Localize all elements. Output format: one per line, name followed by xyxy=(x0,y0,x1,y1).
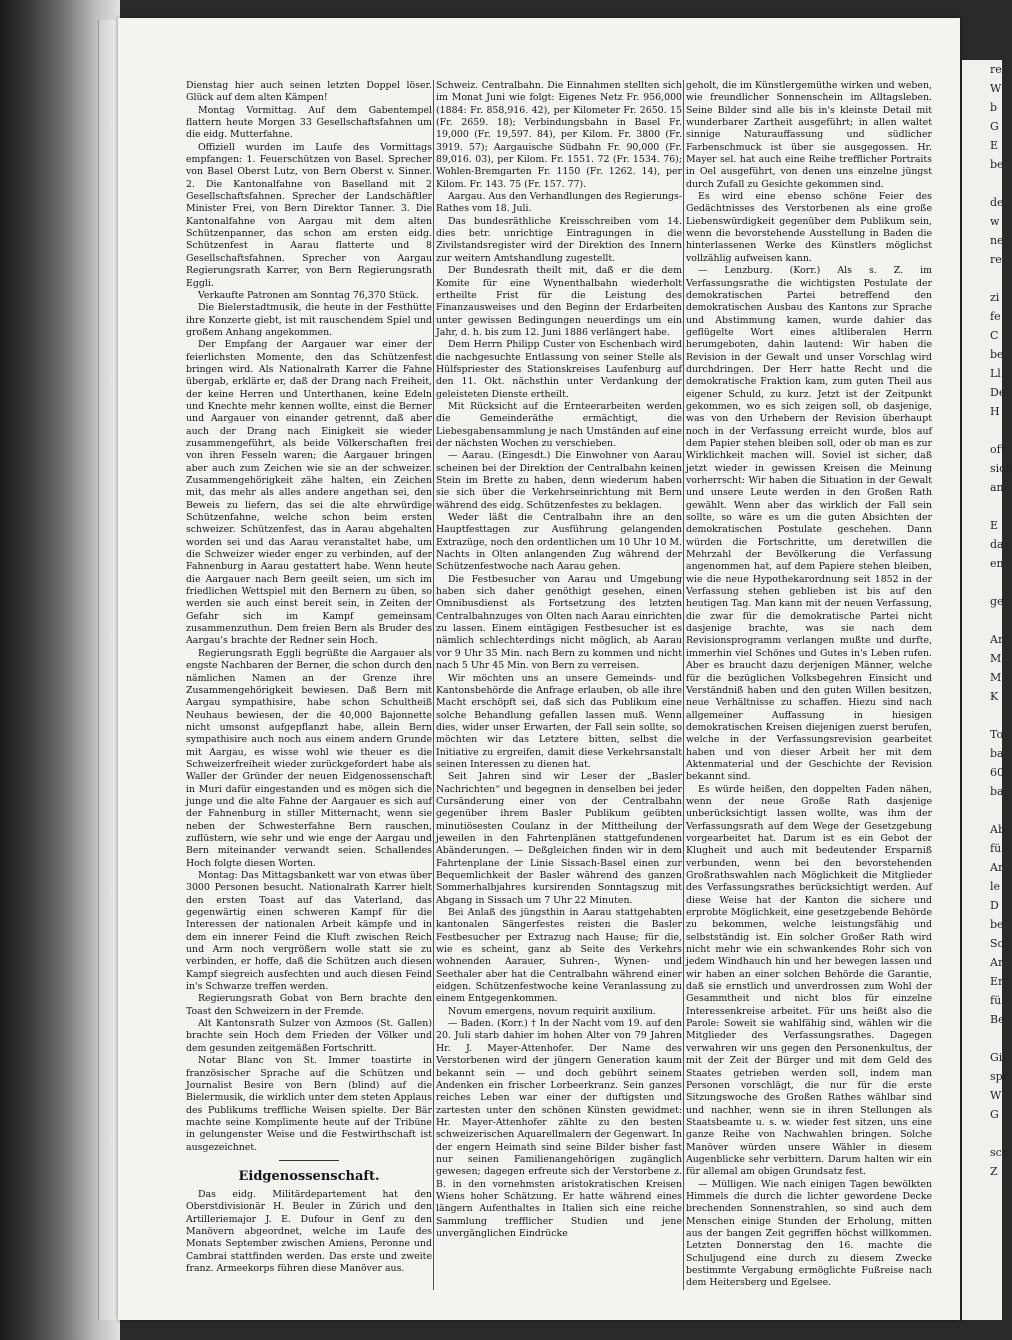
facing-page-fragment: sich xyxy=(990,462,1012,475)
column-rule xyxy=(683,80,684,1290)
facing-page-fragment: Ar xyxy=(990,956,1004,969)
newspaper-page xyxy=(118,18,960,1320)
paragraph: Schweiz. Centralbahn. Die Einnahmen stellten sich im Monat Juni wie folgt: Eigenes Netz Fr. 956,000 (1884: Fr. 858,916. 42), per Kilometer Fr. 2650. 15 (Fr. 2659. 18); Verbindungsbahn in Basel Fr. 19,000 (Fr. 19,597. 84), per Kilom. Fr. 3800 (Fr. 3919. 57); Aargauische Südbahn Fr. 90,000 (Fr. 89,016. 03), per Kilom. Fr. 1551. 72 (Fr. 1534. 76); Wohlen-Bremgarten Fr. 1150 (Fr. 1262. 14), per Kilom. Fr. 143. 75 (Fr. 157. 77). xyxy=(436,80,682,190)
facing-page-fragment xyxy=(962,269,1002,288)
facing-page-fragment: zi xyxy=(990,291,1000,304)
facing-page-fragment: Gi xyxy=(990,1051,1003,1064)
paragraph: — Lenzburg. (Korr.) Als s. Z. im Verfassungsrathe die wichtigsten Postulate der demokratischen Partei betreffend den demokratischen Ausbau des Kantons zur Sprache und Abstimmung kamen, wurde dahier das geflügelte Wort eines altliberalen Herrn herumgeboten, dahin lautend: Wir haben die Revision in der Gewalt und unser Vorschlag wird durchdringen. Der Herr hatte Recht und die demokratische Fraktion kam, zum guten Theil aus eigener Schuld, zu kurz. Jetzt ist der Zeitpunkt gekommen, wo es sich zeigen soll, ob dasjenige, was von den Urhebern der Revision überhaupt noch in der Verfassung erreicht wurde, blos auf dem Papier stehen bleiben soll, oder ob man es zur Wirklichkeit machen will. Soviel ist sicher, daß jetzt wieder in gewissen Kreisen die Meinung vorherrscht: Wir haben die Situation in der Gewalt und unsere Leute werden in den Großen Rath gewählt. Wenn aber das wirklich der Fall sein sollte, so wäre es um die guten Absichten der demokratischen Postulate geschehen. Dann würden die Fortschritte, um deretwillen die Mehrzahl der Bevölkerung die Verfassung angenommen hat, auf dem Papiere stehen bleiben, wie die neue Hypothekarordnung seit 1852 in der Verfassung stehen geblieben ist bis auf den heutigen Tag. Man kann mit der neuen Verfassung, die zwar für die demokratische Partei nicht dasjenige brachte, was sie nach dem Revisionsprogramm verlangen mußte und durfte, immerhin viel Schönes und Gutes in's Leben rufen. Aber es braucht dazu derjenigen Männer, welche für die bezüglichen Volksbegehren Einsicht und Verständniß haben und den guten Willen besitzen, neue Verhältnisse zu schaffen. Hiezu sind nach allgemeiner Auffassung in hiesigen demokratischen Kreisen diejenigen zuerst berufen, welche in der Verfassungsrevision gearbeitet haben und von dieser Arbeit her mit dem Aktenmaterial und der Geschichte der Revision bekannt sind. xyxy=(686,265,932,783)
paragraph: Der Empfang der Aargauer war einer der feierlichsten Momente, den das Schützenfest bringen wird. Als Nationalrath Karrer die Fahne übergab, erklärte er, daß der Drang nach Freiheit, der keine Herren und Unterthanen, keine Edeln und Knechte mehr kennen wollte, einst die Berner und Aargauer von einander getrennt, daß aber auch der Drang nach Einigkeit sie wieder zusammengeführt, als beide Völkerschaften frei von ihren Fesseln waren; die Aargauer bringen aber auch zum Zeichen wie sie an der schweizer. Zusammengehörigkeit zähe halten, ein Zeichen mit, das mehr als alles andere angethan sei, den Beweis zu liefern, das sei die alte ehrwürdige Schützenfahne, welche schon beim ersten schweizer. Schützenfest, das in Aarau abgehalten worden sei und das Aarau veranstaltet habe, um die Schweizer wieder enger zu verbinden, auf der Fahnenburg in Aarau gestattert habe. Wenn heute die Aargauer nach Bern geeilt seien, um sich im friedlichen Wettspiel mit den Bernern zu üben, so werden sie auch einst bereit sein, in Zeiten der Gefahr sich im Kampf gemeinsam zusammenzuthun. Dem freien Bern als Bruder des Aargau's brachte der Redner sein Hoch. xyxy=(186,339,432,647)
facing-page-fragment: Er xyxy=(990,975,1004,988)
facing-page-fragment xyxy=(962,421,1002,440)
facing-page-fragment xyxy=(962,573,1002,592)
paragraph: — Baden. (Korr.) † In der Nacht vom 19. auf den 20. Juli starb dahier im hohen Alter von 79 Jahren Hr. J. Mayer-Attenhofer. Der Name des Verstorbenen wird der jüngern Generation kaum bekannt sein — und doch gebührt seinem Andenken ein frischer Lorbeerkranz. Sein ganzes reiches Leben war einer der duftigsten und zartesten unter den schönen Künsten gewidmet: Hr. Mayer-Attenhofer zählte zu den besten schweizerischen Aquarellmalern der Gegenwart. In der engern Heimath sind seine Bilder bisher fast nur seinen Familienangehörigen zugänglich gewesen; dagegen erfreute sich der Verstorbene z. B. in den vornehmsten aristokratischen Kreisen Wiens hoher Schätzung. Er hatte während eines längern Aufenthaltes in Italien sich eine reiche Sammlung trefflicher Studien und jene unvergänglichen Eindrücke xyxy=(436,1018,682,1239)
facing-page-fragment: C xyxy=(990,329,999,342)
facing-page-fragment: ge xyxy=(990,595,1004,608)
facing-page-fragment: 60 xyxy=(990,766,1004,779)
facing-page-fragment: be xyxy=(990,348,1004,361)
facing-page-fragment: Ar xyxy=(990,633,1004,646)
paragraph: Dem Herrn Philipp Custer von Eschenbach wird die nachgesuchte Entlassung von seiner Stelle als Hülfspriester des Stationskreises Laufenburg auf den 11. Okt. nächsthin unter Verdankung der geleisteten Dienste ertheilt. xyxy=(436,339,682,400)
facing-page-fragment: re xyxy=(990,63,1002,76)
paragraph: Die Bielerstadtmusik, die heute in der Festhütte ihre Konzerte giebt, ist mit rauschendem Spiel und großem Anhang angekommen. xyxy=(186,302,432,338)
facing-page-fragment: fü xyxy=(990,842,1002,855)
section-divider xyxy=(279,1160,339,1161)
paragraph: Novum emergens, novum requirit auxilium. xyxy=(448,1005,656,1017)
facing-page-fragment: E xyxy=(990,139,999,152)
facing-page-fragment: fü xyxy=(990,994,1002,1007)
facing-page-fragment: ne xyxy=(990,234,1004,247)
paragraph: Verkaufte Patronen am Sonntag 76,370 Stück. xyxy=(198,289,419,301)
facing-page-fragment: fe xyxy=(990,310,1001,323)
paragraph: Es wird eine ebenso schöne Feier des Gedächtnisses des Verstorbenen als eine große Liebenswürdigkeit gegenüber dem Publikum sein, wenn die bevorstehende Ausstellung in Baden die hinterlassenen Werke des Künstlers möglichst vollzählig aufweisen kann. xyxy=(686,191,932,264)
facing-page-fragment xyxy=(962,174,1002,193)
column-1 xyxy=(186,80,432,1300)
paragraph: Die Festbesucher von Aarau und Umgebung haben sich daher genöthigt gesehen, einen Omnibusdienst als Fortsetzung des letzten Centralbahnzuges von Olten nach Aarau einrichten zu lassen. Einem eintägigen Festbesucher ist es nämlich schlechterdings nicht möglich, ab Aarau vor 9 Uhr 35 Min. nach Bern zu kommen und nicht nach 5 Uhr 45 Min. von Bern zu verreisen. xyxy=(436,573,682,672)
paragraph: Alt Kantonsrath Sulzer von Azmoos (St. Gallen) brachte sein Hoch dem Frieden der Völker und dem gesunden zeitgemäßen Fortschritt. xyxy=(186,1018,432,1054)
paragraph: Der Bundesrath theilt mit, daß er die dem Komite für eine Wynenthalbahn wiederholt ertheilte Frist für die Leistung des Finanzausweises und den Beginn der Erdarbeiten unter gewissen Bedingungen neuerdings um ein Jahr, d. h. bis zum 12. Juni 1886 verlängert habe. xyxy=(436,265,682,338)
facing-page-fragment: To xyxy=(990,728,1004,741)
paragraph: geholt, die im Künstlergemüthe wirken und weben, wie freundlicher Sonnenschein im Alltagsleben. Seine Bilder sind alle bis in's kleinste Detail mit wunderbarer Zartheit ausgeführt; in allen waltet sinnige Naturauffassung und südlicher Farbenschmuck ist über sie ausgegossen. Hr. Mayer sel. hat auch eine Reihe trefflicher Portraits in Oel ausgeführt, von denen uns einzelne jüngst durch Zufall zu Gesichte gekommen sind. xyxy=(686,80,932,190)
paragraph: Regierungsrath Eggli begrüßte die Aargauer als engste Nachbaren der Berner, die schon durch den nämlichen Namen an der Grenze ihre Zusammengehörigkeit bewiesen. Daß Bern mit Aargau sympathisire, habe schon Schultheiß Neuhaus bewiesen, der die 40,000 Bajonnette nicht umsonst aufgepflanzt habe, allein Bern sympathisire auch noch aus einem andern Grunde mit Aargau, es wisse wohl wie theuer es die Schweizerfreiheit wieder zurückgefordert habe als Waller der Gründer der neuen Eidgenossenschaft in Muri dafür eingestanden und es mögen sich die junge und die alte Fahne der Aargauer es sich auf der Fahnenburg in stiller Mitternacht, wenn sie neben der Schwesterfahne Bern rauschen, zuflüstern, wie sehr und wie enge der Aargau und Bern miteinander verwandt seien. Schallendes Hoch folgte diesen Worten. xyxy=(186,647,432,869)
facing-page-fragment: en xyxy=(990,557,1004,570)
facing-page-fragment: w xyxy=(990,215,1000,228)
facing-page-fragment: le xyxy=(990,880,1001,893)
facing-page-fragment: De xyxy=(990,386,1006,399)
facing-page-fragment: ba xyxy=(990,785,1004,798)
column-rule xyxy=(433,80,434,1290)
facing-page-fragment xyxy=(962,611,1002,630)
paragraph: Es würde heißen, den doppelten Faden nähen, wenn der neue Große Rath dasjenige unberücksichtigt lassen wollte, was ihm der Verfassungsrath auf dem Wege der Gesetzgebung vorgearbeitet hat. Darum ist es ein Gebot der Klugheit und auch mit bedeutender Ersparniß verbunden, wenn bei den bevorstehenden Großrathswahlen nach Möglichkeit die Mitglieder des Verfassungsrathes berücksichtigt werden. Auf diese Weise hat der Kanton die sichere und erprobte Möglichkeit, eine gesetzgebende Behörde zu bekommen, welche leistungsfähig und selbstständig ist. Ein solcher Großer Rath wird nicht mehr wie ein schwankendes Rohr sich von jedem Windhauch hin und her bewegen lassen und wir haben an einer solchen Behörde die Garantie, daß sie ernstlich und unverdrossen zum Wohl der Gesammtheit und nicht blos für einzelne Interessenkreise arbeitet. Für uns heißt also die Parole: Soweit sie wahlfähig sind, wählen wir die Mitglieder des Verfassungsrathes. Dagegen verwahren wir uns gegen den Personenkultus, der mit der Zeit der Bürger und mit dem Geld des Staates getrieben werden soll, indem man Personen vorschlägt, die nur für die erste Sitzungswoche des Großen Rathes wählbar sind und nachher, wenn sie in ihren Stellungen als Staatsbeamte u. s. w. wieder fest sitzen, uns eine ganze Reihe von Nachwahlen bringen. Solche Manöver würden unsere Wähler in diesem Augenblicke sehr verbittern. Darum halten wir ein für allemal am obigen Grundsatz fest. xyxy=(686,783,932,1178)
facing-page-fragment: re xyxy=(990,253,1002,266)
column-2 xyxy=(436,80,682,1300)
facing-page-fragment: W xyxy=(990,82,1002,95)
paragraph: Montag Vormittag. Auf dem Gabentempel flattern heute Morgen 33 Gesellschaftsfahnen um die eidg. Mutterfahne. xyxy=(186,104,432,141)
facing-page-fragment: Be xyxy=(990,1013,1005,1026)
paragraph: Offiziell wurden im Laufe des Vormittags empfangen: 1. Feuerschützen von Basel. Sprecher von Basel Oberst Lutz, von Bern Oberst v. Sinner. 2. Die Kantonalfahne von Baselland mit 2 Gesellschaftsfahnen. Sprecher der Landschäftler Minister Frei, von Bern Direktor Tanner. 3. Die Kantonalfahne von Aargau mit dem alten Schützenpanner, das schon am ersten eidg. Schützenfest in Aarau flatterte und 8 Gesellschaftsfahnen. Sprecher von Aargau Regierungsrath Karrer, von Bern Regierungsrath Eggli. xyxy=(186,141,432,289)
facing-page-fragment: So xyxy=(990,937,1005,950)
paragraph: Seit Jahren sind wir Leser der „Basler Nachrichten“ und begegnen in denselben bei jeder Cursänderung einer von der Centralbahn gegenüber ihrem Basler Publikum geübten minutiösesten Coulanz in der Mittheilung der jeweilen in den Fahrtenplänen stattgefundenen Abänderungen. — Deßgleichen finden wir in dem Fahrtenplane der Linie Sissach-Basel einen zur Bequemlichkeit der Basler während des ganzen Sommerhalbjahres kursirenden Sonntagszug mit Abgang in Sissach um 7 Uhr 22 Minuten. xyxy=(436,771,682,906)
facing-page-fragment: E xyxy=(990,519,999,532)
facing-page-fragment: Ab xyxy=(990,823,1005,836)
facing-page-fragment: Z xyxy=(990,1165,998,1178)
facing-page-fragment: Ll xyxy=(990,367,1001,380)
paragraph: Notar Blanc von St. Immer toastirte in französischer Sprache auf die Schützen und Journalist Besire von Bern (blind) auf die Bielermusik, die wirklich unter dem steten Applaus des Publikums treffliche Weisen spielte. Der Bär machte seine Komplimente heute auf der Tribüne in gelungenster Weise und die Festwirthschaft ist ausgezeichnet. xyxy=(186,1055,432,1153)
paragraph: Das bundesräthliche Kreisschreiben vom 14. dies betr. unrichtige Eintragungen in die Zivilstandsregister wird der Direktion des Innern zur weitern Amtshandlung zugestellt. xyxy=(436,215,682,264)
facing-page-fragment: da xyxy=(990,538,1004,551)
paragraph: Mit Rücksicht auf die Ernteerarbeiten werden die Gemeinderäthe ermächtigt, die Liebesgabensammlung je nach Umständen auf eine der nächsten Wochen zu verschieben. xyxy=(436,400,682,449)
paragraph: Montag: Das Mittagsbankett war von etwas über 3000 Personen besucht. Nationalrath Karrer hielt den ersten Toast auf das Vaterland, das gegenwärtig einen schweren Kampf für die Interessen der nationalen Arbeit kämpfe und in dem ein innerer Feind die Kluft zwischen Reich und Arm noch vergrößern wolle statt sie zu verbinden, er hoffe, daß die Schützen auch diesen Kampf siegreich ausfechten und auch diesen Feind in's Schwarze treffen werden. xyxy=(186,870,432,993)
facing-page-fragment: an xyxy=(990,481,1004,494)
facing-page-fragment: M xyxy=(990,671,1002,684)
facing-page-fragment: sch xyxy=(990,1146,1009,1159)
facing-page-fragment xyxy=(962,1029,1002,1048)
facing-page-fragment: de xyxy=(990,196,1004,209)
facing-page-fragment: G xyxy=(990,120,999,133)
facing-page-fragment: D xyxy=(990,899,999,912)
paragraph: — Mülligen. Wie nach einigen Tagen bewölkten Himmels die durch die lichter gewordene Decke brechenden Sonnenstrahlen, so sind auch dem Menschen einige Stunden der Erholung, mitten aus der bangen Zeit gegriffen höchst willkommen. Letzten Donnerstag den 16. machte die Schuljugend eine durch zu diesem Zwecke bestimmte Vergabung ermöglichte Fußreise nach dem Heitersberg und Egelsee. xyxy=(686,1178,932,1289)
paragraph: Regierungsrath Gobat von Bern brachte den Toast den Schweizern in der Fremde. xyxy=(186,993,432,1017)
facing-page-fragment: b xyxy=(990,101,998,114)
facing-page-fragment: oft xyxy=(990,443,1006,456)
facing-page-fragment: M xyxy=(990,652,1002,665)
facing-page-fragment: W xyxy=(990,1089,1002,1102)
facing-page-fragment: spr xyxy=(990,1070,1008,1083)
facing-page-fragment: be xyxy=(990,918,1004,931)
paragraph: Das eidg. Militärdepartement hat den Oberstdivisionär H. Beuler in Zürich und den Artilleriemajor J. E. Dufour in Genf zu den Manövern abgeordnet, welche im Laufe des Monats September zwischen Amiens, Peronne und Cambrai stattfinden werden. Das erste und zweite franz. Armeekorps führen diese Manöver aus. xyxy=(186,1188,432,1274)
facing-page-fragment: H xyxy=(990,405,1000,418)
paragraph: Wir möchten uns an unsere Gemeinds- und Kantonsbehörde die Anfrage erlauben, ob alle ihre Macht erschöpft sei, daß sich das Publikum eine solche Behandlung gefallen lassen muß. Wenn dies, wider unser Erwarten, der Fall sein sollte, so möchten wir das Letztere bitten, selbst die Initiative zu ergreifen, damit diese Verkehrsanstalt seinen Interessen zu dienen hat. xyxy=(436,672,682,770)
facing-page-strip xyxy=(960,60,1012,1320)
facing-page-fragment: K xyxy=(990,690,999,703)
column-3 xyxy=(686,80,932,1300)
paragraph: Bei Anlaß des jüngsthin in Aarau stattgehabten kantonalen Sängerfestes reisten die Basler Festbesucher per Extrazug nach Hause; für die, wie es scheint, ganz ab Seite des Verkehrs wohnenden Aarauer, Suhren-, Wynen- und Seethaler aber hat die Centralbahn während einer eidgen. Schützenfestwoche keine Veranlassung zu einem Entgegenkommen. xyxy=(436,907,682,1005)
facing-page-fragment xyxy=(962,1124,1002,1143)
paragraph: Dienstag hier auch seinen letzten Doppel löser. Glück auf dem alten Kämpen! xyxy=(186,80,432,104)
facing-page-fragment xyxy=(962,497,1002,516)
facing-page-fragment: G xyxy=(990,1108,999,1121)
section-heading: Eidgenossenschaft. xyxy=(238,1168,380,1184)
facing-page-fragment xyxy=(962,801,1002,820)
facing-page-fragment: be xyxy=(990,158,1004,171)
facing-page-fragment xyxy=(962,706,1002,725)
paragraph: Aargau. Aus den Verhandlungen des Regierungs-Rathes vom 18. Juli. xyxy=(436,191,682,215)
facing-page-fragment: ba xyxy=(990,747,1004,760)
facing-page-fragment: Ar xyxy=(990,861,1004,874)
paragraph: Weder läßt die Centralbahn ihre an den Hauptfesttagen zur Ausführung gelangenden Extrazüge, noch den ordentlichen um 10 Uhr 10 M. Nachts in Olten anlangenden Zug während der Schützenfestwoche nach Aarau gehen. xyxy=(436,512,683,573)
paragraph: — Aarau. (Eingesdt.) Die Einwohner von Aarau scheinen bei der Direktion der Centralbahn keinen Stein im Brette zu haben, denn wiederum haben sie sich über die Verkehrseinrichtung mit Bern während des eidg. Schützenfestes zu beklagen. xyxy=(436,450,682,511)
